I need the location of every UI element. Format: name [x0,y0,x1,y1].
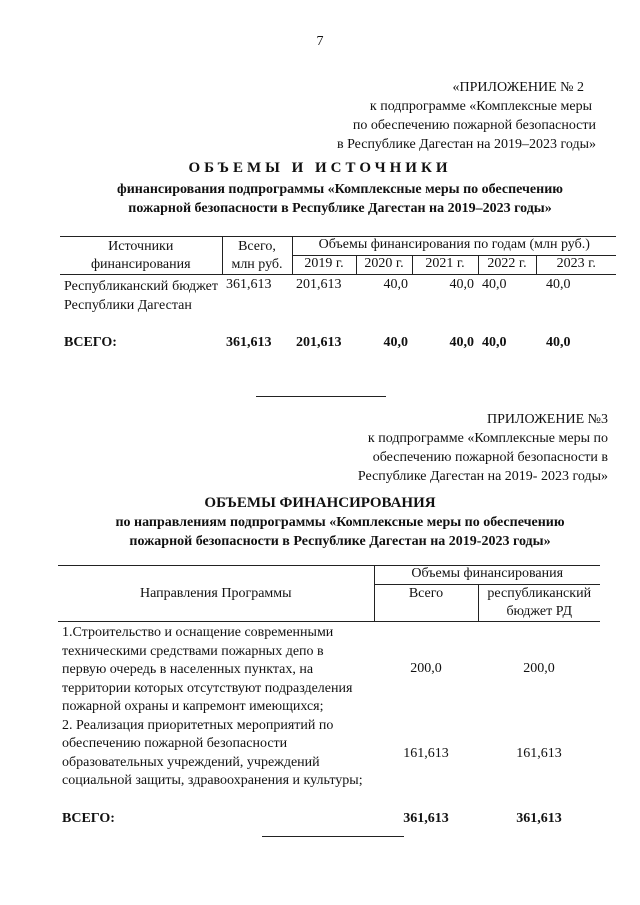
value-2022: 40,0 [482,277,507,292]
source-total: 361,613 [226,277,272,292]
header-republican-budget: республиканский бюджет РД [478,585,600,622]
header-year-2022: 2022 г. [478,256,536,275]
section1-subtitle-line1: финансирования подпрограммы «Комплексные меры по обеспечению [117,182,563,197]
section1-subtitle-line2: пожарной безопасности в Республике Дагестан на 2019–2023 годы» [128,201,552,216]
total-sum: 361,613 [403,810,449,826]
total-label: ВСЕГО: [64,335,117,350]
table-row [58,717,600,791]
header-year-2020: 2020 г. [356,256,412,275]
header-year-2023: 2023 г. [536,256,616,275]
appendix-3-line4: Республике Дагестан на 2019- 2023 годы» [357,469,608,484]
table-row [60,275,616,316]
total-2019: 201,613 [296,335,342,350]
total-row [60,315,616,351]
page-number: 7 [316,34,324,49]
total-2021: 40,0 [449,335,474,350]
section2-subtitle [40,513,640,551]
direction-budget: 161,613 [516,745,562,761]
value-2019: 201,613 [296,277,342,292]
header-sources: Источники финансирования [60,237,222,275]
table-row [58,622,600,717]
direction-total: 200,0 [410,661,442,677]
source-name: Республиканский бюджет Республики Дагестан [64,279,218,313]
appendix-3-line3: обеспечению пожарной безопасности в [372,450,608,465]
direction-budget: 200,0 [523,661,555,677]
section2-title: ОБЪЕМЫ ФИНАНСИРОВАНИЯ [204,495,436,511]
appendix-3-line1: ПРИЛОЖЕНИЕ №3 [487,412,608,427]
appendix-2-line2: к подпрограмме «Комплексные меры [369,99,592,114]
total-sum: 361,613 [226,335,272,350]
header-total: Всего [374,585,478,622]
total-row [58,791,600,827]
divider-line [256,396,386,397]
value-2023: 40,0 [546,277,571,292]
divider-line [262,836,404,837]
total-budget: 361,613 [516,810,562,826]
appendix-2-line4: в Республике Дагестан на 2019–2023 годы» [336,137,596,152]
header-volumes-by-year: Объемы финансирования по годам (млн руб.) [292,237,616,256]
value-2020: 40,0 [383,277,408,292]
direction-total: 161,613 [403,745,449,761]
direction-text: 1.Строительство и оснащение современными техническими средствами пожарных депо в первую очередь в населенных пунктах, на территории которых отсутствуют подразделения пожарной охраны и капремонт имеющихся; [62,625,353,714]
section2-subtitle-line1: по направлениям подпрограммы «Комплексные меры по обеспечению [115,515,565,530]
total-2022: 40,0 [482,335,507,350]
appendix-3-header [288,410,608,486]
appendix-3-line2: к подпрограмме «Комплексные меры по [367,431,608,446]
direction-text: 2. Реализация приоритетных мероприятий по обеспечению пожарной безопасности образовательных учреждений, учреждений социальной защиты, здравоохранения и культуры; [62,717,363,788]
section1-subtitle [40,180,640,218]
section1-title: ОБЪЕМЫ И ИСТОЧНИКИ [188,160,452,176]
header-total: Всего, млн руб. [222,237,292,275]
value-2021: 40,0 [449,277,474,292]
header-year-2019: 2019 г. [292,256,356,275]
appendix-2-line1: «ПРИЛОЖЕНИЕ № 2 [452,80,584,95]
header-directions: Направления Программы [58,566,374,622]
header-volumes: Объемы финансирования [374,566,600,585]
appendix-2-line3: по обеспечению пожарной безопасности [352,118,596,133]
financing-sources-table [60,236,616,351]
appendix-2-header [276,78,596,154]
financing-directions-table [58,565,600,827]
total-label: ВСЕГО: [62,810,115,826]
section2-subtitle-line2: пожарной безопасности в Республике Дагестан на 2019-2023 годы» [129,534,551,549]
total-2023: 40,0 [546,335,571,350]
header-year-2021: 2021 г. [412,256,478,275]
total-2020: 40,0 [383,335,408,350]
